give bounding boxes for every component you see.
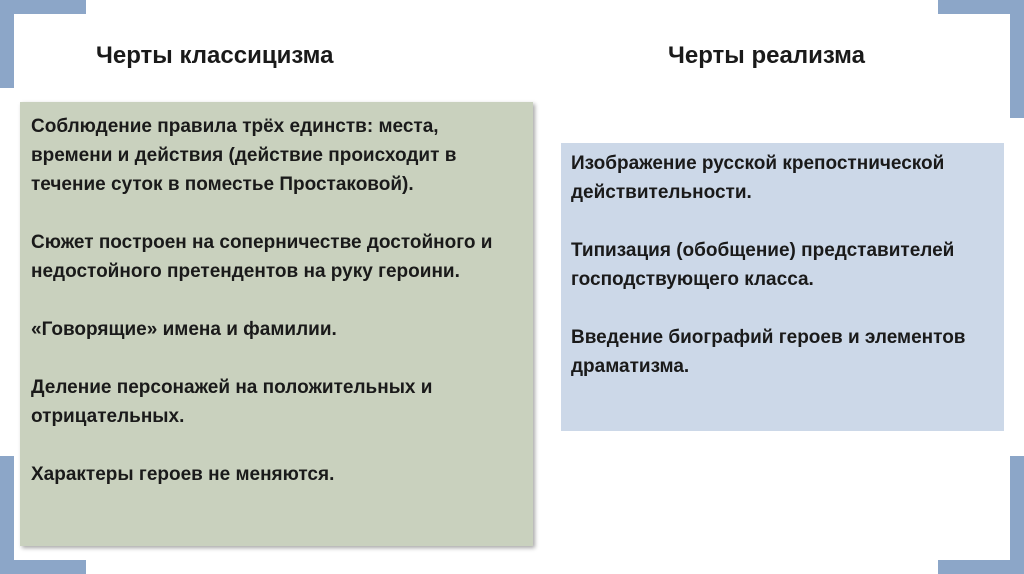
corner-decoration-bottom-left-bar [0,560,86,574]
corner-decoration-bottom-right-bar [938,560,1024,574]
classicism-feature-2: Сюжет построен на соперничестве достойного и недостойного претендентов на руку героини. [31,232,493,282]
corner-decoration-top-right [1010,0,1024,118]
classicism-features-box [20,102,533,546]
realism-features-box [561,143,1004,431]
corner-decoration-bottom-left [0,456,14,574]
classicism-feature-3: «Говорящие» имена и фамилии. [31,319,337,340]
realism-feature-2: Типизация (обобщение) представителей господствующего класса. [571,240,955,290]
corner-decoration-bottom-right [1010,456,1024,574]
realism-heading: Черты реализма [668,42,865,69]
classicism-feature-5: Характеры героев не меняются. [31,464,335,485]
classicism-feature-4: Деление персонажей на положительных и отрицательных. [31,377,433,427]
classicism-feature-1: Соблюдение правила трёх единств: места, времени и действия (действие происходит в течение суток в поместье Простаковой). [31,116,457,195]
classicism-heading: Черты классицизма [96,42,334,69]
corner-decoration-top-left-bar [0,0,86,14]
realism-feature-1: Изображение русской крепостнической действительности. [571,153,945,203]
realism-feature-3: Введение биографий героев и элементов драматизма. [571,327,966,377]
corner-decoration-top-right-bar [938,0,1024,14]
